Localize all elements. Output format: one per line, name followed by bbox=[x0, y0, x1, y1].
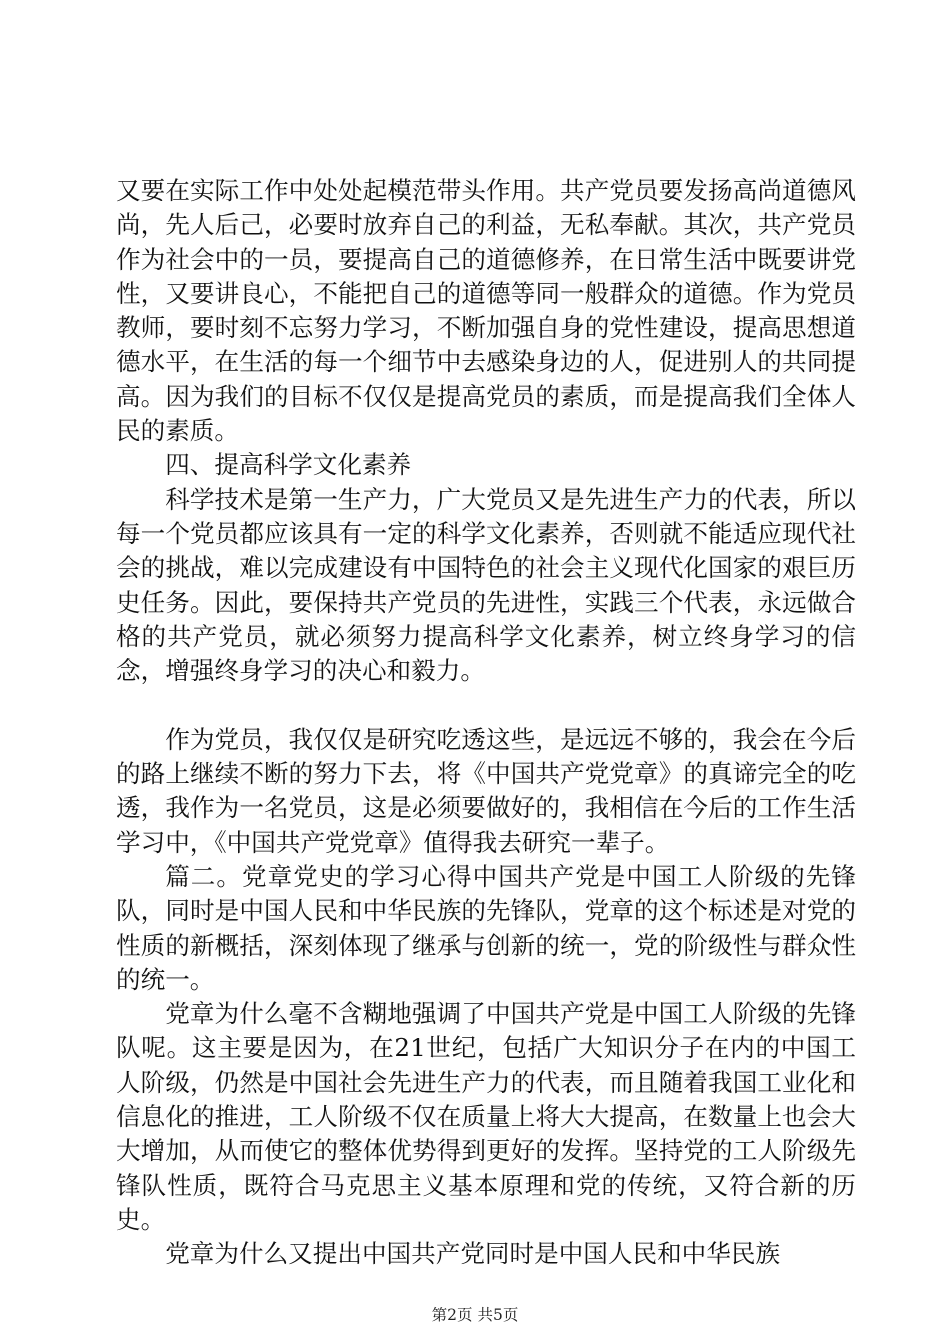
paragraph: 党章为什么又提出中国共产党同时是中国人民和中华民族 bbox=[165, 1239, 781, 1269]
paragraph: 作为党员，我仅仅是研究吃透这些，是远远不够的，我会在今后的路上继续不断的努力下去，将《中国共产党党章》的真谛完全的吃透，我作为一名党员，这是必须要做好的，我相信在今后的工作生活学习中，《中国共产党党章》值得我去研究一辈子。 bbox=[116, 724, 856, 857]
paragraph: 篇二。党章党史的学习心得中国共产党是中国工人阶级的先锋队，同时是中国人民和中华民族的先锋队，党章的这个标述是对党的性质的新概括，深刻体现了继承与创新的统一，党的阶级性与群众性的统一。 bbox=[116, 861, 856, 994]
paragraph-continued: 又要在实际工作中处处起模范带头作用。共产党员要发扬高尚道德风尚，先人后己，必要时放弃自己的利益，无私奉献。其次，共产党员作为社会中的一员，要提高自己的道德修养，在日常生活中既要讲党性，又要讲良心，不能把自己的道德等同一般群众的道德。作为党员教师，要时刻不忘努力学习，不断加强自身的党性建设，提高思想道德水平，在生活的每一个细节中去感染身边的人，促进别人的共同提高。因为我们的目标不仅仅是提高党员的素质，而是提高我们全体人民的素质。 bbox=[116, 176, 856, 446]
section-heading: 四、提高科学文化素养 bbox=[165, 450, 412, 480]
paragraph: 党章为什么毫不含糊地强调了中国共产党是中国工人阶级的先锋队呢。这主要是因为，在21世纪，包括广大知识分子在内的中国工人阶级，仍然是中国社会先进生产力的代表，而且随着我国工业化和信息化的推进，工人阶级不仅在质量上将大大提高，在数量上也会大大增加，从而使它的整体优势得到更好的发挥。坚持党的工人阶级先锋队性质，既符合马克思主义基本原理和党的传统，又符合新的历史。 bbox=[116, 999, 856, 1234]
paragraph: 科学技术是第一生产力，广大党员又是先进生产力的代表，所以每一个党员都应该具有一定的科学文化素养，否则就不能适应现代社会的挑战，难以完成建设有中国特色的社会主义现代化国家的艰巨历史任务。因此，要保持共产党员的先进性，实践三个代表，永远做合格的共产党员，就必须努力提高科学文化素养，树立终身学习的信念，增强终身学习的决心和毅力。 bbox=[116, 484, 856, 686]
page-number-footer: 第2页 共5页 bbox=[431, 1306, 519, 1324]
document-body bbox=[116, 174, 856, 1272]
blank-line bbox=[116, 688, 856, 722]
